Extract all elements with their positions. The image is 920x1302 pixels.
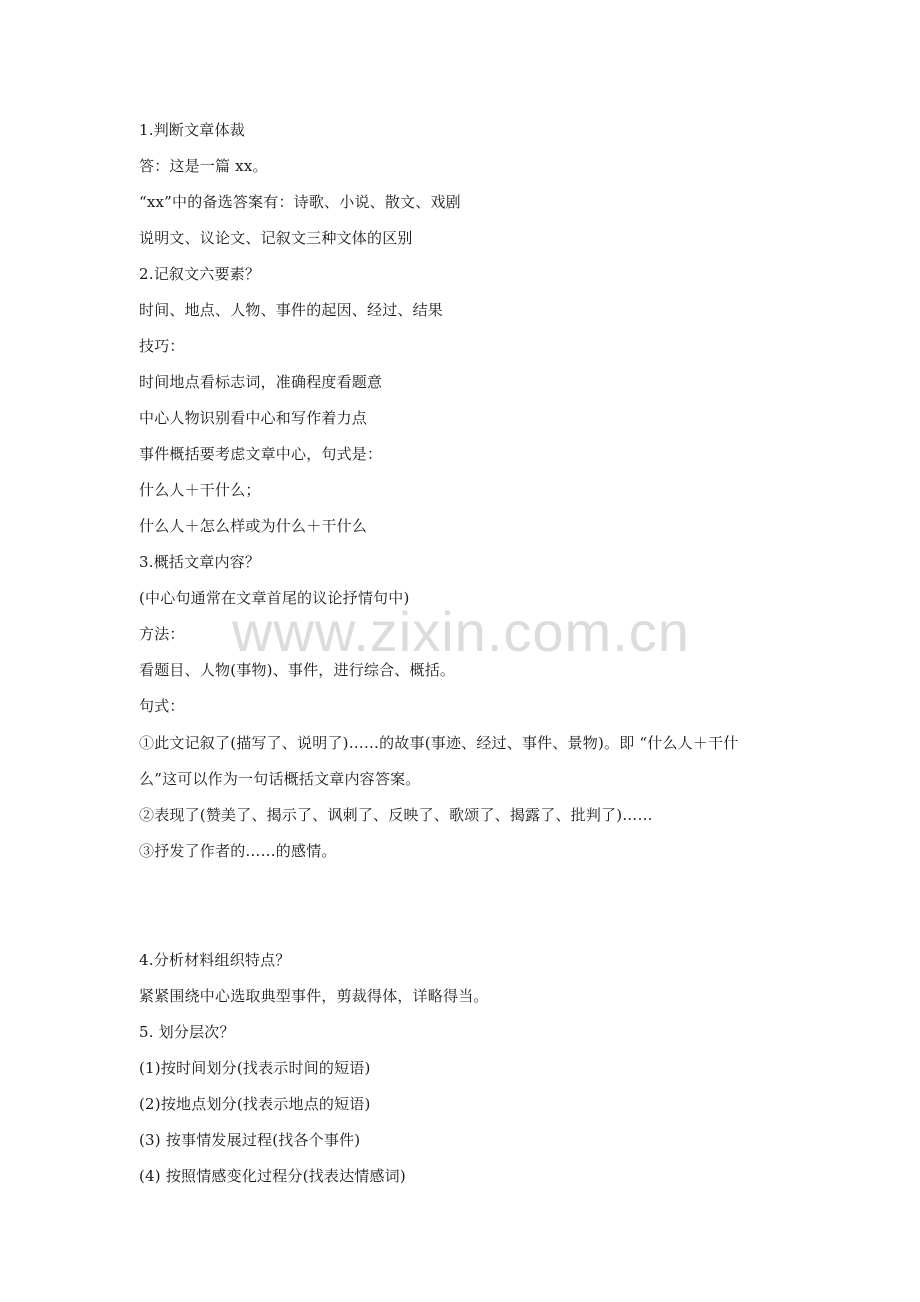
level-item-1: (1)按时间划分(找表示时间的短语) — [139, 1059, 371, 1077]
level-item-3: (3) 按事情发展过程(找各个事件) — [139, 1131, 361, 1149]
pattern-item-1-cont: 么”这可以作为一句话概括文章内容答案。 — [139, 770, 421, 788]
material-line: 紧紧围绕中心选取典型事件，剪裁得体，详略得当。 — [139, 987, 489, 1005]
method-line: 看题目、人物(事物)、事件，进行综合、概括。 — [139, 661, 456, 679]
pattern-item-1: ①此文记叙了(描写了、说明了)……的故事(事迹、经过、事件、景物)。即 “什么人＋干什 — [139, 734, 739, 752]
genre-difference-line: 说明文、议论文、记叙文三种文体的区别 — [139, 229, 413, 247]
tips-label: 技巧： — [139, 337, 185, 355]
sentence-pattern-label: 句式： — [139, 697, 185, 715]
heading-1-genre: 1.判断文章体裁 — [139, 121, 245, 139]
answer-line: 答：这是一篇 xx。 — [139, 157, 268, 175]
tip-time-place: 时间地点看标志词，准确程度看题意 — [139, 373, 383, 391]
center-sentence-note: (中心句通常在文章首尾的议论抒情句中) — [139, 589, 410, 607]
pattern-item-3: ③抒发了作者的……的感情。 — [139, 842, 337, 860]
heading-4-material: 4.分析材料组织特点？ — [139, 951, 291, 969]
level-item-4: (4) 按照情感变化过程分(找表达情感词) — [139, 1167, 406, 1185]
pattern-1: 什么人＋干什么； — [139, 481, 261, 499]
options-line: “xx”中的备选答案有：诗歌、小说、散文、戏剧 — [139, 193, 461, 211]
pattern-item-2: ②表现了(赞美了、揭示了、讽刺了、反映了、歌颂了、揭露了、批判了)…… — [139, 806, 653, 824]
heading-3-summary: 3.概括文章内容？ — [139, 553, 261, 571]
tip-character: 中心人物识别看中心和写作着力点 — [139, 409, 368, 427]
elements-line: 时间、地点、人物、事件的起因、经过、结果 — [139, 301, 444, 319]
level-item-2: (2)按地点划分(找表示地点的短语) — [139, 1095, 371, 1113]
heading-5-levels: 5. 划分层次？ — [139, 1023, 235, 1041]
tip-event: 事件概括要考虑文章中心，句式是： — [139, 445, 383, 463]
pattern-2: 什么人＋怎么样或为什么＋干什么 — [139, 517, 368, 535]
watermark: www.zixin.com.cn — [232, 600, 690, 663]
method-label: 方法： — [139, 625, 185, 643]
heading-2-elements: 2.记叙文六要素？ — [139, 265, 261, 283]
